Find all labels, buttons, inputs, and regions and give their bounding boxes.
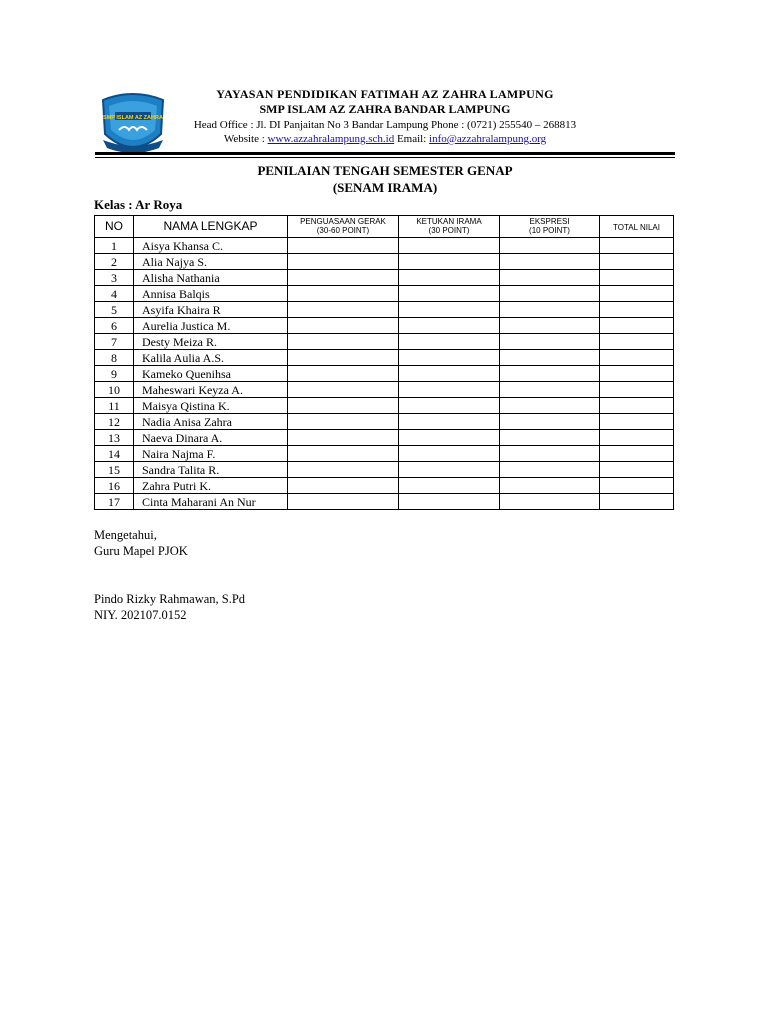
student-name: Aisya Khansa C. (134, 238, 288, 254)
header-ketukan-irama (399, 216, 500, 238)
score-ekspresi-cell[interactable] (500, 446, 600, 462)
table-row (95, 446, 674, 462)
header-total-nilai: TOTAL NILAI (600, 216, 674, 238)
table-row (95, 286, 674, 302)
score-ekspresi-cell[interactable] (500, 494, 600, 510)
acknowledged-label: Mengetahui, (94, 528, 157, 542)
student-name: Alisha Nathania (134, 270, 288, 286)
student-name: Sandra Talita R. (134, 462, 288, 478)
row-number: 5 (95, 302, 134, 318)
row-number: 9 (95, 366, 134, 382)
table-row (95, 254, 674, 270)
score-penguasaan-gerak-cell[interactable] (288, 446, 399, 462)
score-total-cell[interactable] (600, 462, 674, 478)
score-ketukan-irama-cell[interactable] (399, 286, 500, 302)
table-row (95, 270, 674, 286)
score-ketukan-irama-cell[interactable] (399, 478, 500, 494)
score-ketukan-irama-cell[interactable] (399, 430, 500, 446)
grade-table (94, 215, 674, 510)
score-total-cell[interactable] (600, 350, 674, 366)
table-row (95, 494, 674, 510)
score-penguasaan-gerak-cell[interactable] (288, 430, 399, 446)
row-number: 1 (95, 238, 134, 254)
score-ekspresi-cell[interactable] (500, 462, 600, 478)
score-ketukan-irama-cell[interactable] (399, 382, 500, 398)
header-penguasaan-gerak-points: (30-60 POINT) (316, 226, 370, 235)
row-number: 15 (95, 462, 134, 478)
document-subtitle: (SENAM IRAMA) (332, 180, 438, 195)
score-penguasaan-gerak-cell[interactable] (288, 462, 399, 478)
score-penguasaan-gerak-cell[interactable] (288, 238, 399, 254)
score-total-cell[interactable] (600, 318, 674, 334)
header-divider-thick (95, 152, 675, 155)
signer-niy: NIY. 202107.0152 (94, 608, 187, 622)
score-ketukan-irama-cell[interactable] (399, 318, 500, 334)
score-penguasaan-gerak-cell[interactable] (288, 398, 399, 414)
score-penguasaan-gerak-cell[interactable] (288, 334, 399, 350)
signer-name: Pindo Rizky Rahmawan, S.Pd (94, 592, 246, 606)
logo-text: SMP ISLAM AZ ZAHRA (103, 115, 163, 121)
email-link[interactable]: info@azzahralampung.org (429, 133, 547, 145)
score-total-cell[interactable] (600, 238, 674, 254)
score-ketukan-irama-cell[interactable] (399, 238, 500, 254)
document-title: PENILAIAN TENGAH SEMESTER GENAP (257, 163, 513, 178)
student-name: Maheswari Keyza A. (134, 382, 288, 398)
score-penguasaan-gerak-cell[interactable] (288, 270, 399, 286)
score-total-cell[interactable] (600, 270, 674, 286)
header-no: NO (95, 216, 134, 238)
score-ekspresi-cell[interactable] (500, 398, 600, 414)
score-total-cell[interactable] (600, 254, 674, 270)
score-ekspresi-cell[interactable] (500, 414, 600, 430)
header-name: NAMA LENGKAP (134, 216, 288, 238)
row-number: 13 (95, 430, 134, 446)
header-ekspresi (500, 216, 600, 238)
score-ekspresi-cell[interactable] (500, 334, 600, 350)
org-name-line2: SMP ISLAM AZ ZAHRA BANDAR LAMPUNG (259, 102, 511, 116)
score-total-cell[interactable] (600, 286, 674, 302)
address: Head Office : Jl. DI Panjaitan No 3 Bandar Lampung Phone : (0721) 255540 – 268813 (193, 119, 577, 131)
table-row (95, 462, 674, 478)
student-name: Zahra Putri K. (134, 478, 288, 494)
table-row (95, 478, 674, 494)
table-row (95, 334, 674, 350)
score-total-cell[interactable] (600, 494, 674, 510)
student-name: Asyifa Khaira R (134, 302, 288, 318)
score-ketukan-irama-cell[interactable] (399, 350, 500, 366)
student-name: Desty Meiza R. (134, 334, 288, 350)
row-number: 14 (95, 446, 134, 462)
website-link[interactable]: www.azzahralampung.sch.id (267, 133, 395, 145)
row-number: 4 (95, 286, 134, 302)
table-body (95, 238, 674, 510)
score-total-cell[interactable] (600, 398, 674, 414)
score-total-cell[interactable] (600, 366, 674, 382)
header-divider-thin (95, 157, 675, 158)
row-number: 17 (95, 494, 134, 510)
score-ketukan-irama-cell[interactable] (399, 414, 500, 430)
score-penguasaan-gerak-cell[interactable] (288, 318, 399, 334)
score-ekspresi-cell[interactable] (500, 238, 600, 254)
table-row (95, 398, 674, 414)
row-number: 12 (95, 414, 134, 430)
header-ketukan-irama-points: (30 POINT) (428, 226, 470, 235)
score-penguasaan-gerak-cell[interactable] (288, 286, 399, 302)
score-ekspresi-cell[interactable] (500, 366, 600, 382)
student-name: Naeva Dinara A. (134, 430, 288, 446)
score-total-cell[interactable] (600, 382, 674, 398)
header-penguasaan-gerak-title: PENGUASAAN GERAK (300, 217, 386, 226)
score-penguasaan-gerak-cell[interactable] (288, 350, 399, 366)
table-row (95, 318, 674, 334)
score-ketukan-irama-cell[interactable] (399, 334, 500, 350)
score-ketukan-irama-cell[interactable] (399, 462, 500, 478)
table-row (95, 350, 674, 366)
score-ekspresi-cell[interactable] (500, 254, 600, 270)
score-ketukan-irama-cell[interactable] (399, 398, 500, 414)
score-penguasaan-gerak-cell[interactable] (288, 254, 399, 270)
student-name: Naira Najma F. (134, 446, 288, 462)
student-name: Alia Najya S. (134, 254, 288, 270)
score-ketukan-irama-cell[interactable] (399, 446, 500, 462)
table-row (95, 366, 674, 382)
score-penguasaan-gerak-cell[interactable] (288, 478, 399, 494)
header-penguasaan-gerak (288, 216, 399, 238)
score-ketukan-irama-cell[interactable] (399, 270, 500, 286)
table-row (95, 414, 674, 430)
row-number: 6 (95, 318, 134, 334)
school-logo (97, 90, 169, 156)
header-ekspresi-title: EKSPRESI (529, 217, 570, 226)
score-total-cell[interactable] (600, 478, 674, 494)
score-penguasaan-gerak-cell[interactable] (288, 302, 399, 318)
signature-block (94, 527, 245, 623)
student-name: Maisya Qistina K. (134, 398, 288, 414)
row-number: 8 (95, 350, 134, 366)
teacher-role: Guru Mapel PJOK (94, 544, 188, 558)
score-ketukan-irama-cell[interactable] (399, 366, 500, 382)
score-ekspresi-cell[interactable] (500, 286, 600, 302)
student-name: Nadia Anisa Zahra (134, 414, 288, 430)
header-ketukan-irama-title: KETUKAN IRAMA (416, 217, 482, 226)
row-number: 7 (95, 334, 134, 350)
score-ketukan-irama-cell[interactable] (399, 254, 500, 270)
row-number: 3 (95, 270, 134, 286)
score-penguasaan-gerak-cell[interactable] (288, 366, 399, 382)
table-row (95, 382, 674, 398)
header-ekspresi-points: (10 POINT) (529, 226, 570, 235)
class-label: Kelas : Ar Roya (94, 197, 183, 212)
row-number: 2 (95, 254, 134, 270)
email-label: Email: (396, 133, 427, 145)
score-total-cell[interactable] (600, 446, 674, 462)
score-ekspresi-cell[interactable] (500, 478, 600, 494)
student-name: Kalila Aulia A.S. (134, 350, 288, 366)
table-row (95, 238, 674, 254)
score-ekspresi-cell[interactable] (500, 318, 600, 334)
row-number: 11 (95, 398, 134, 414)
score-total-cell[interactable] (600, 302, 674, 318)
score-ekspresi-cell[interactable] (500, 350, 600, 366)
table-row (95, 302, 674, 318)
org-name-line1: YAYASAN PENDIDIKAN FATIMAH AZ ZAHRA LAMPUNG (216, 87, 554, 101)
student-name: Annisa Balqis (134, 286, 288, 302)
website-line (170, 133, 600, 145)
score-total-cell[interactable] (600, 414, 674, 430)
score-ekspresi-cell[interactable] (500, 430, 600, 446)
score-total-cell[interactable] (600, 334, 674, 350)
score-penguasaan-gerak-cell[interactable] (288, 494, 399, 510)
score-penguasaan-gerak-cell[interactable] (288, 382, 399, 398)
website-label: Website : (223, 133, 265, 145)
score-ekspresi-cell[interactable] (500, 302, 600, 318)
student-name: Cinta Maharani An Nur (134, 494, 288, 510)
student-name: Kameko Quenihsa (134, 366, 288, 382)
row-number: 10 (95, 382, 134, 398)
score-total-cell[interactable] (600, 430, 674, 446)
student-name: Aurelia Justica M. (134, 318, 288, 334)
row-number: 16 (95, 478, 134, 494)
score-ketukan-irama-cell[interactable] (399, 494, 500, 510)
table-header-row (95, 216, 674, 238)
score-ekspresi-cell[interactable] (500, 382, 600, 398)
score-ekspresi-cell[interactable] (500, 270, 600, 286)
score-ketukan-irama-cell[interactable] (399, 302, 500, 318)
table-row (95, 430, 674, 446)
score-penguasaan-gerak-cell[interactable] (288, 414, 399, 430)
